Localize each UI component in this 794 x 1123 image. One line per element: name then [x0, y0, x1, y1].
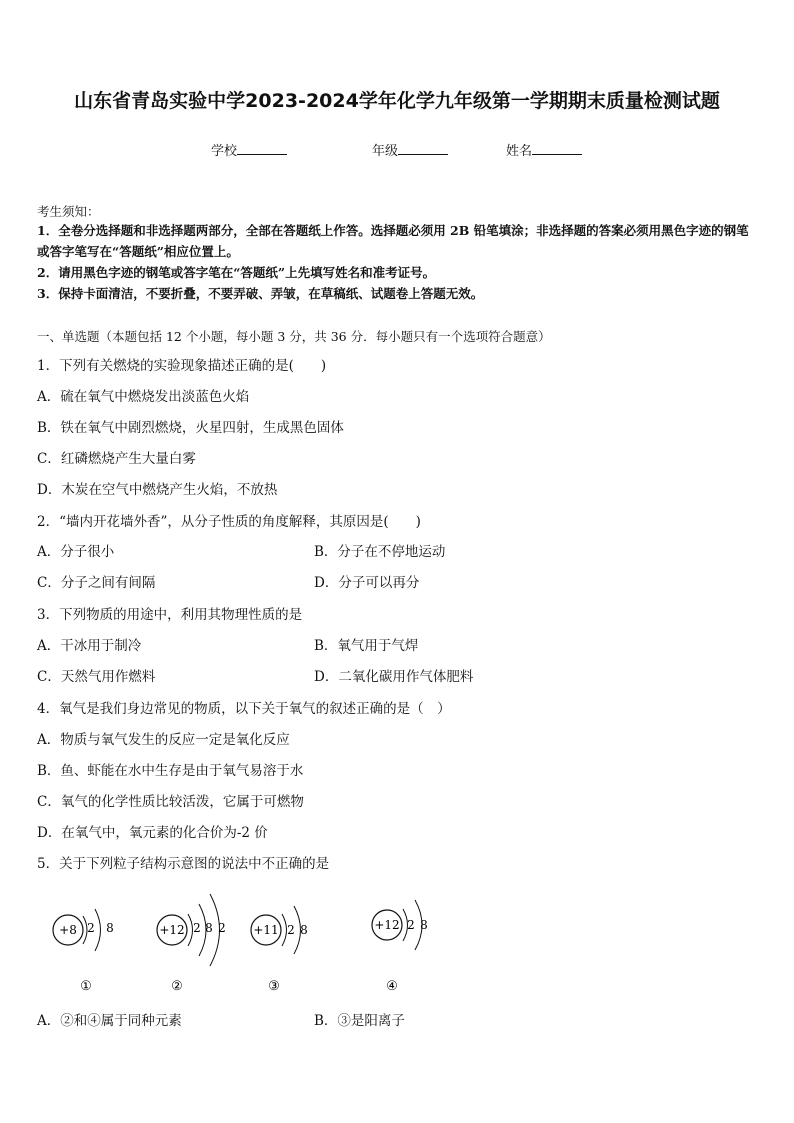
option-a: A．②和④属于同种元素	[37, 1013, 182, 1029]
option-d: D．木炭在空气中燃烧产生火焰，不放热	[37, 482, 278, 498]
shell-electron-count: 2	[218, 921, 226, 935]
shell-electron-count: 8	[300, 923, 308, 937]
option-b: B．铁在氧气中剧烈燃烧，火星四射，生成黑色固体	[37, 420, 344, 436]
question-stem: 1．下列有关燃烧的实验现象描述正确的是( )	[37, 358, 327, 374]
section-heading: 一、单选题（本题包括 12 个小题，每小题 3 分，共 36 分．每小题只有一个选项符合题意）	[37, 329, 551, 344]
diagram-label: ③	[268, 979, 280, 994]
option-a: A．物质与氧气发生的反应一定是氧化反应	[37, 732, 290, 748]
question-stem: 4．氧气是我们身边常见的物质，以下关于氧气的叙述正确的是（ ）	[37, 701, 451, 717]
name-label: 姓名	[506, 144, 533, 159]
shell-electron-count: 8	[106, 921, 114, 935]
grade-label: 年级	[372, 144, 399, 159]
electron-shell-arc	[188, 914, 193, 946]
shell-electron-count: 2	[287, 923, 295, 937]
particle-structure-diagrams	[37, 876, 457, 1001]
notice-list	[37, 220, 759, 304]
school-label: 学校	[211, 144, 238, 159]
option-b: B．分子在不停地运动	[314, 544, 446, 560]
electron-shell-arc	[95, 909, 101, 951]
question-stem: 5．关于下列粒子结构示意图的说法中不正确的是	[37, 856, 330, 872]
notice-item: 1．全卷分选择题和非选择题两部分，全部在答题纸上作答。选择题必须用 2B 铅笔填涂；非选择题的答案必须用黑色字迹的钢笔或答字笔写在“答题纸”相应位置上。	[37, 223, 749, 259]
nucleus-charge: +11	[253, 923, 279, 937]
notice-heading: 考生须知：	[37, 204, 100, 219]
name-blank	[532, 142, 582, 155]
option-d: D．二氧化碳用作气体肥料	[314, 669, 474, 685]
option-d: D．在氧气中，氧元素的化合价为-2 价	[37, 825, 268, 841]
option-a: A．硫在氧气中燃烧发出淡蓝色火焰	[37, 389, 250, 405]
nucleus-charge: +12	[374, 918, 400, 932]
school-blank	[237, 142, 287, 155]
nucleus-charge: +8	[59, 923, 77, 937]
grade-field	[372, 140, 448, 159]
shell-electron-count: 2	[193, 921, 201, 935]
particle-diagram-1	[53, 909, 114, 994]
particle-diagram-4	[372, 900, 428, 994]
page-title: 山东省青岛实验中学2023-2024学年化学九年级第一学期期末质量检测试题	[74, 90, 720, 112]
shell-electron-count: 2	[87, 921, 95, 935]
particle-diagram-2	[157, 894, 226, 994]
school-field	[211, 140, 287, 159]
diagram-label: ②	[171, 979, 183, 994]
option-c: C．红磷燃烧产生大量白雾	[37, 451, 196, 467]
electron-shell-arc	[282, 914, 287, 946]
diagram-label: ①	[80, 979, 92, 994]
option-a: A．干冰用于制冷	[37, 638, 142, 654]
option-b: B．鱼、虾能在水中生存是由于氧气易溶于水	[37, 763, 304, 779]
name-field	[506, 140, 582, 159]
shell-electron-count: 8	[420, 918, 428, 932]
option-c: C．分子之间有间隔	[37, 575, 156, 591]
diagram-label: ④	[386, 979, 398, 994]
shell-electron-count: 8	[205, 921, 213, 935]
question-stem: 3．下列物质的用途中，利用其物理性质的是	[37, 607, 303, 623]
notice-item: 3．保持卡面清洁，不要折叠，不要弄破、弄皱，在草稿纸、试题卷上答题无效。	[37, 286, 484, 301]
nucleus-charge: +12	[159, 923, 185, 937]
option-b: B．氧气用于气焊	[314, 638, 419, 654]
grade-blank	[398, 142, 448, 155]
option-c: C．氧气的化学性质比较活泼，它属于可燃物	[37, 794, 304, 810]
question-stem: 2．“墙内开花墙外香”，从分子性质的角度解释，其原因是( )	[37, 514, 421, 530]
shell-electron-count: 2	[407, 918, 415, 932]
option-c: C．天然气用作燃料	[37, 669, 156, 685]
particle-diagram-3	[251, 906, 308, 994]
option-b: B．③是阳离子	[314, 1013, 405, 1029]
option-a: A．分子很小	[37, 544, 115, 560]
notice-item: 2．请用黑色字迹的钢笔或答字笔在“答题纸”上先填写姓名和准考证号。	[37, 265, 436, 280]
option-d: D．分子可以再分	[314, 575, 420, 591]
